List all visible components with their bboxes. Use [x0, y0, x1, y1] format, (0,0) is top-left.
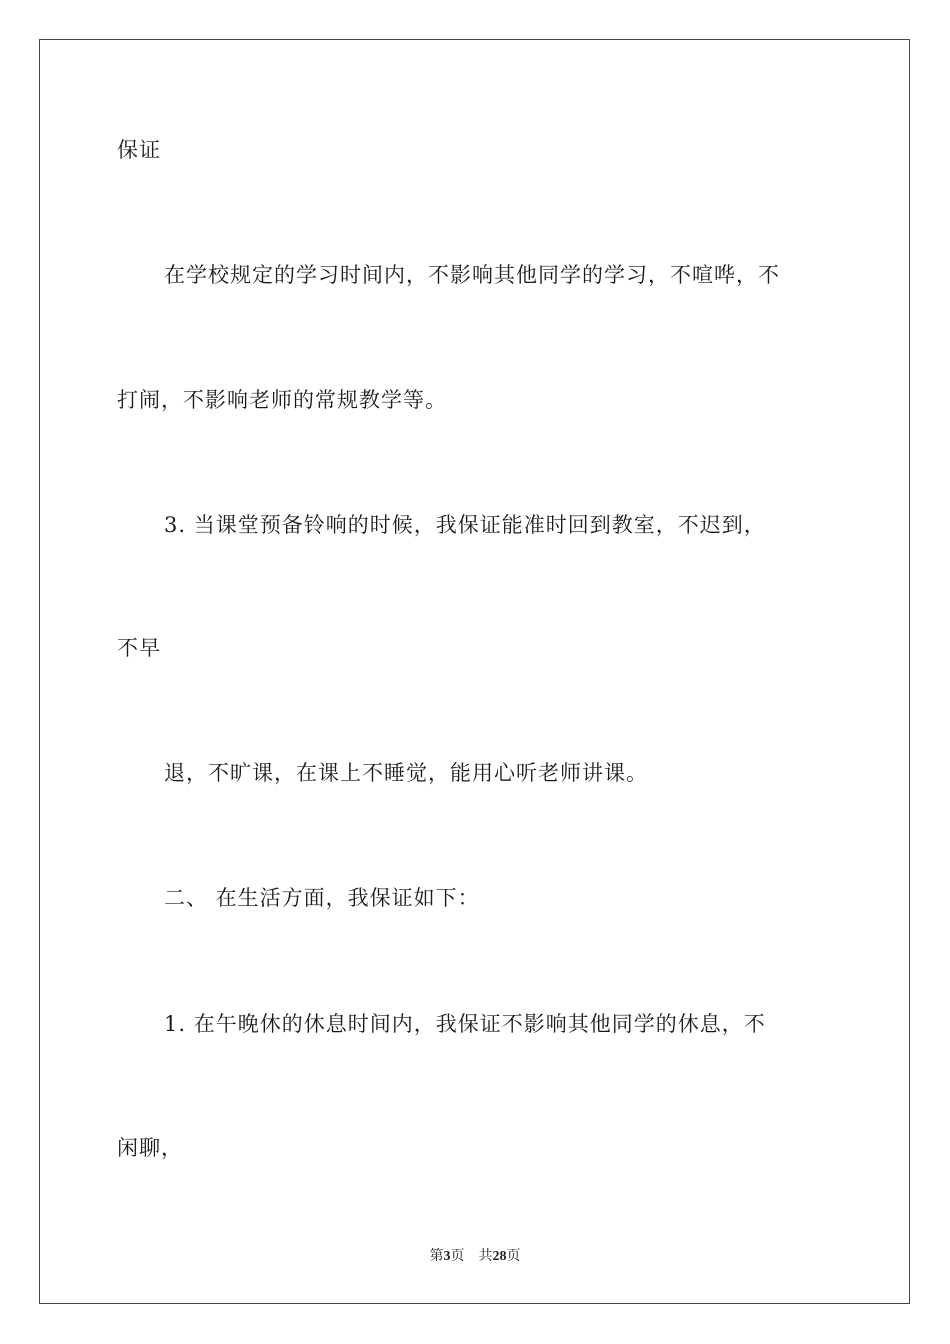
footer-total-prefix: 共 [478, 1248, 493, 1264]
text-line-3: 打闹，不影响老师的常规教学等。 [117, 388, 447, 412]
page-footer [0, 1247, 950, 1266]
text-line-5: 不早 [117, 636, 161, 660]
footer-total-pages: 28 [492, 1249, 507, 1264]
text-line-8: 1. 在午晚休的休息时间内，我保证不影响其他同学的休息，不 [164, 1012, 766, 1036]
text-line-4: 3. 当课堂预备铃响的时候，我保证能准时回到教室，不迟到， [164, 513, 766, 537]
page-border [39, 39, 910, 1304]
text-line-2: 在学校规定的学习时间内，不影响其他同学的学习，不喧哗，不 [164, 263, 780, 287]
text-line-7: 二、 在生活方面，我保证如下： [164, 886, 480, 910]
text-line-6: 退，不旷课，在课上不睡觉，能用心听老师讲课。 [164, 761, 648, 785]
footer-total-suffix: 页 [506, 1248, 521, 1264]
footer-page-prefix: 第 [429, 1248, 444, 1264]
text-line-1: 保证 [117, 138, 161, 162]
footer-page-number: 3 [443, 1249, 451, 1264]
footer-page-suffix: 页 [450, 1248, 465, 1264]
text-line-9: 闲聊， [117, 1136, 183, 1160]
